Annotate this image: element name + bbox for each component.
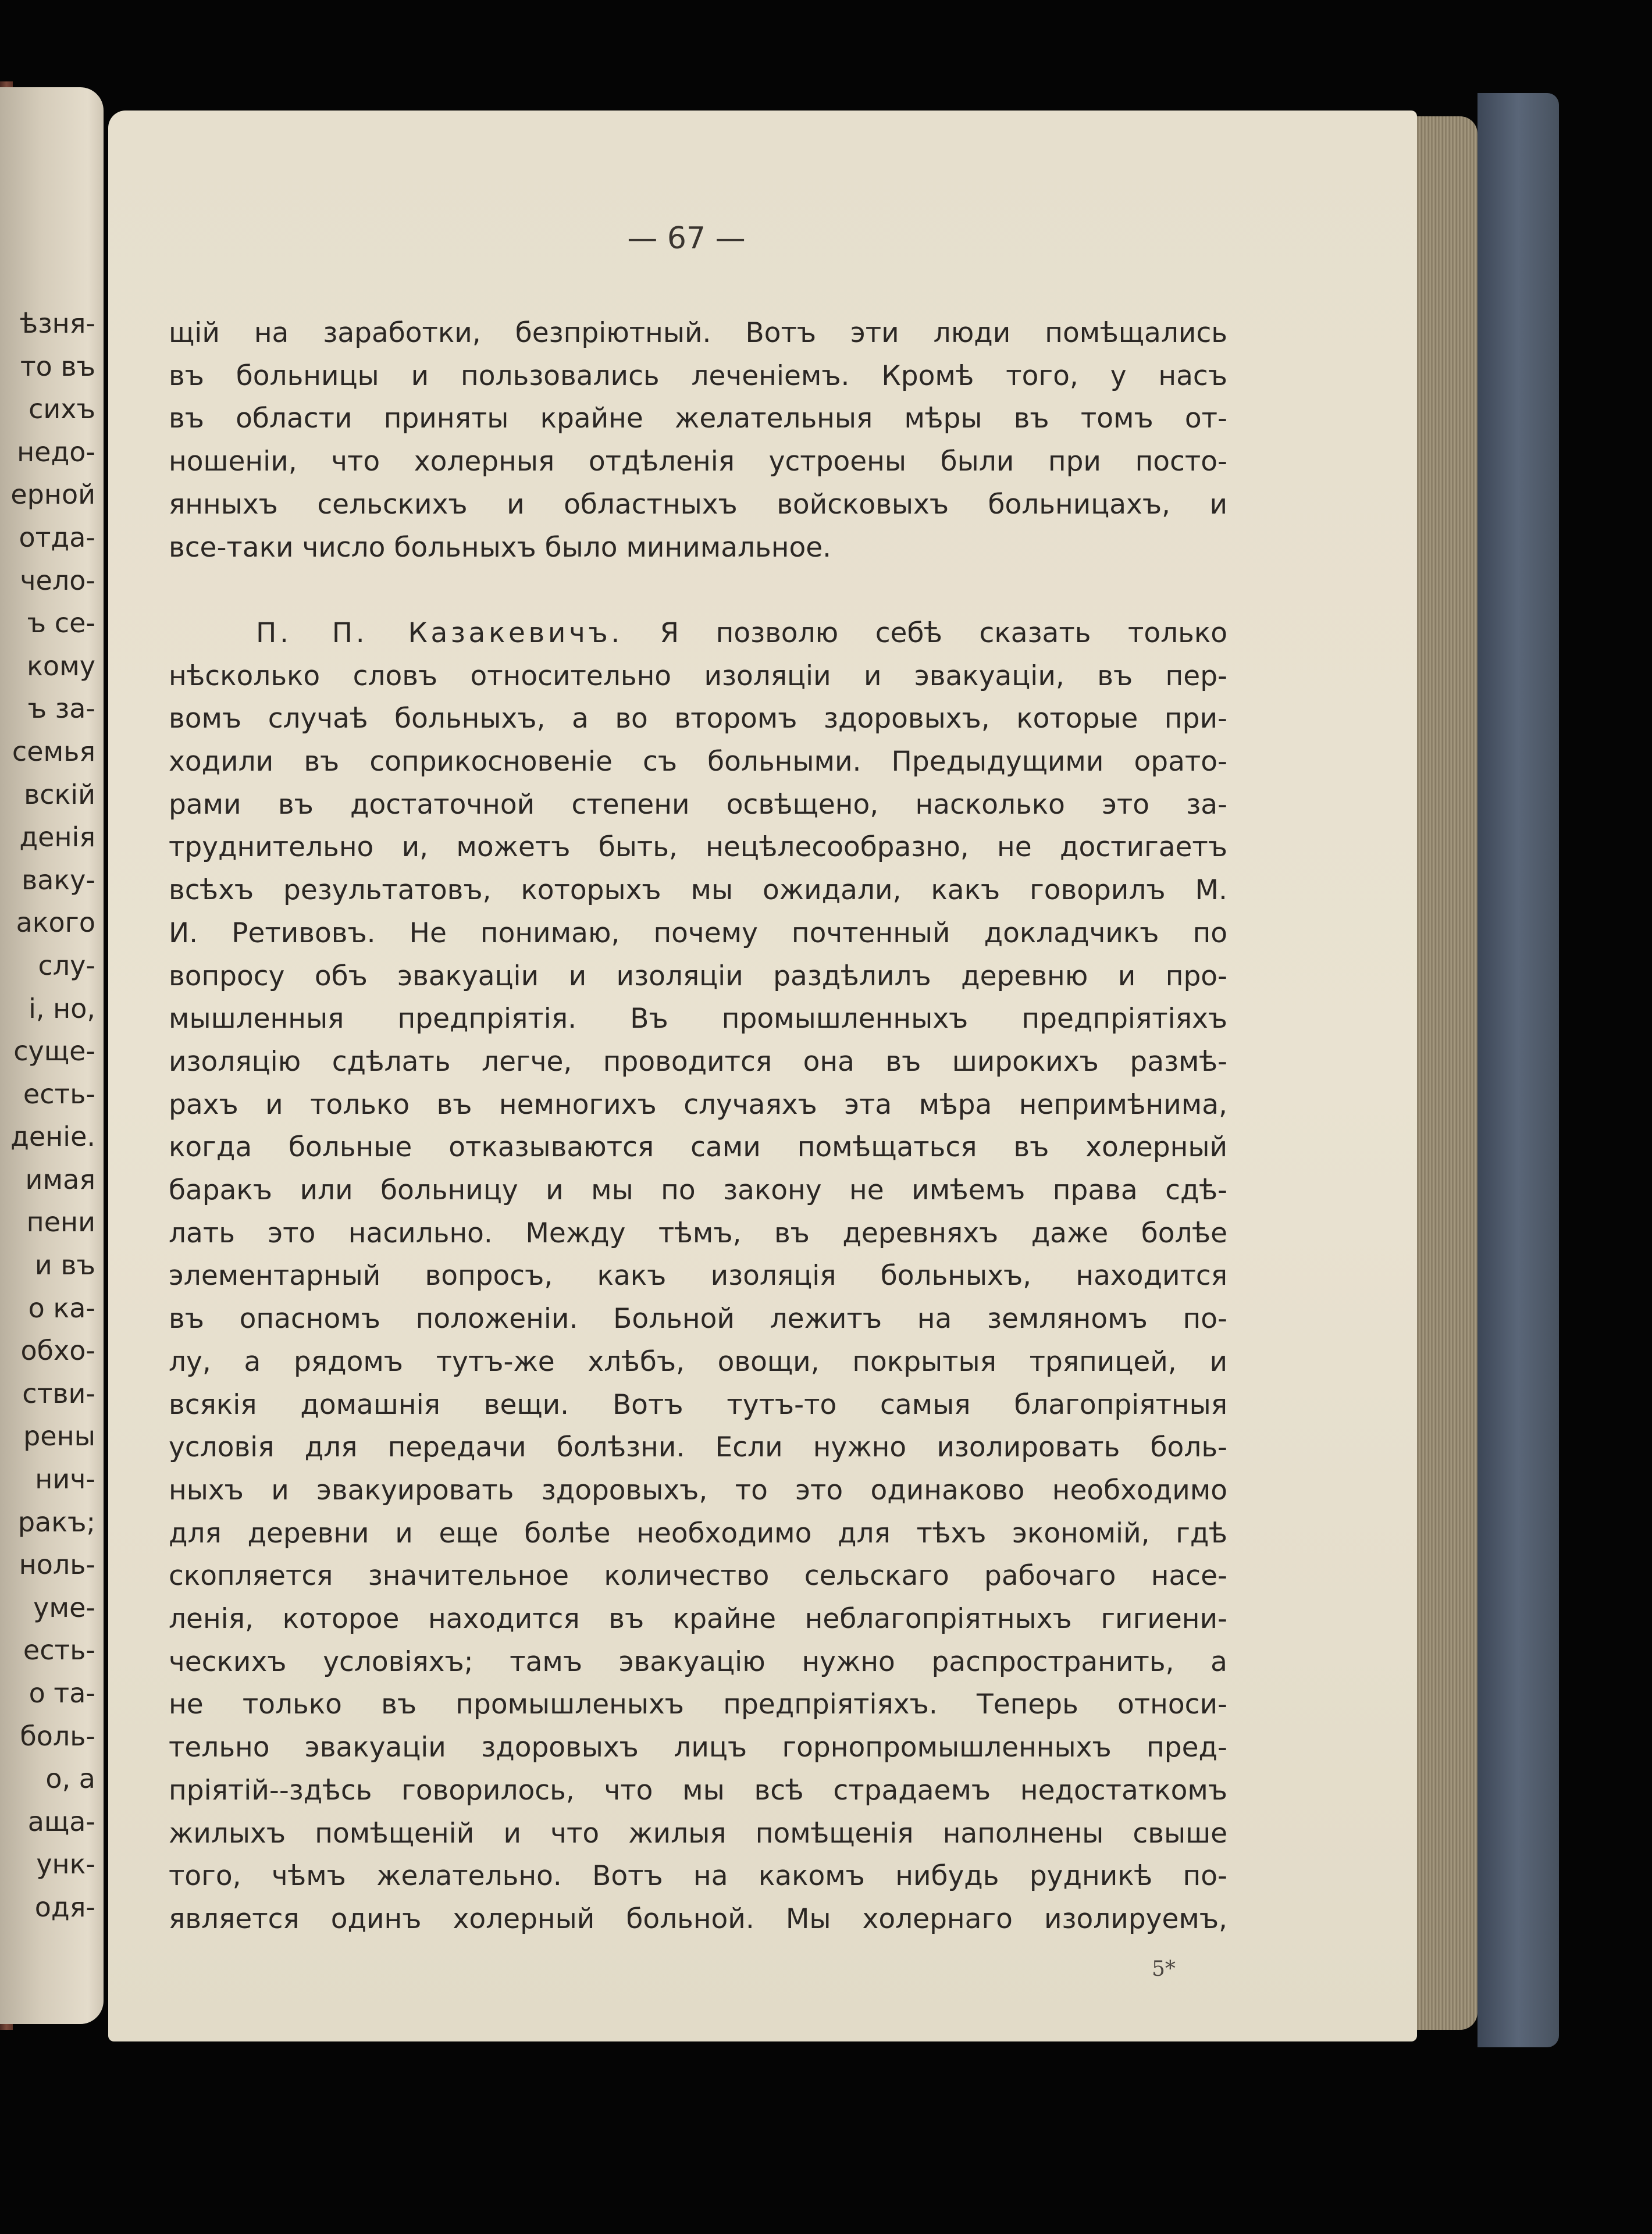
signature-mark: 5*	[1152, 1957, 1176, 1981]
text-line: пріятій--здѣсь говорилось, что мы всѣ страдаемъ недостаткомъ	[169, 1774, 1227, 1807]
left-page-line: ноль-	[19, 1549, 95, 1581]
text-line: нѣсколько словъ относительно изоляціи и эвакуаціи, въ пер-	[169, 660, 1227, 692]
text-line: ческихъ условіяхъ; тамъ эвакуацію нужно распространить, а	[169, 1645, 1227, 1678]
text-line: въ опасномъ положеніи. Больной лежитъ на земляномъ по-	[169, 1303, 1227, 1335]
left-page-line: чело-	[20, 564, 95, 596]
text-line: щій на заработки, безпріютный. Вотъ эти люди помѣщались	[169, 317, 1227, 349]
book-cover-edge	[1477, 93, 1559, 2047]
text-line: жилыхъ помѣщеній и что жилыя помѣщенія наполнены свыше	[169, 1817, 1227, 1850]
text-line: того, чѣмъ желательно. Вотъ на какомъ нибудь рудникѣ по-	[169, 1860, 1227, 1893]
left-page-line: семья	[12, 735, 95, 767]
text-line: все-таки число больныхъ было минимальное.	[169, 531, 832, 564]
left-page-line: пени	[26, 1206, 95, 1238]
text-line: рами въ достаточной степени освѣщено, насколько это за-	[169, 788, 1227, 821]
left-page-line: кому	[27, 650, 95, 682]
text-line-speaker	[169, 612, 1227, 655]
page-number: — 67 —	[627, 221, 746, 256]
text-line: ленія, которое находится въ крайне неблагопріятныхъ гигиени-	[169, 1603, 1227, 1636]
left-page-line: боль-	[20, 1720, 95, 1752]
text-line: лать это насильно. Между тѣмъ, въ деревняхъ даже болѣе	[169, 1217, 1227, 1249]
text-line: труднительно и, можетъ быть, нецѣлесообразно, не достигаетъ	[169, 831, 1227, 864]
text-line: лу, а рядомъ тутъ-же хлѣбъ, овощи, покрытыя тряпицей, и	[169, 1345, 1227, 1378]
left-page-line: ъ се-	[27, 607, 95, 639]
text-line: въ больницы и пользовались леченіемъ. Кромѣ того, у насъ	[169, 359, 1227, 392]
left-page-line: о ка-	[28, 1292, 95, 1324]
left-page-line: денія	[19, 821, 95, 853]
text-line: И. Ретивовъ. Не понимаю, почему почтенный докладчикъ по	[169, 917, 1227, 949]
left-page-line: ѣзня-	[20, 308, 95, 339]
left-page-line: сихъ	[29, 393, 95, 425]
left-page-line: ракъ;	[17, 1506, 95, 1538]
left-page-line: стви-	[22, 1377, 95, 1409]
left-page-line: уме-	[33, 1591, 95, 1623]
speaker-name: П. П. Казакевичъ.	[256, 617, 623, 649]
left-page-line: аща-	[27, 1805, 95, 1837]
left-page-line: одя-	[34, 1891, 95, 1923]
left-page-line: нич-	[35, 1463, 95, 1495]
text-line: когда больные отказываются сами помѣщаться въ холерный	[169, 1131, 1227, 1164]
left-page-line: рены	[23, 1420, 95, 1452]
text-line: всѣхъ результатовъ, которыхъ мы ожидали, какъ говорилъ М.	[169, 874, 1227, 907]
text-line: ныхъ и эвакуировать здоровыхъ, то это одинаково необходимо	[169, 1474, 1227, 1506]
page-block-edge	[1408, 116, 1477, 2030]
text-line: рахъ и только въ немногихъ случаяхъ эта мѣра непримѣнима,	[169, 1088, 1227, 1121]
left-page-line: есть-	[23, 1634, 95, 1666]
left-page-text	[6, 302, 104, 1929]
text-line: въ области приняты крайне желательныя мѣры въ томъ от-	[169, 402, 1227, 435]
left-page-line: и въ	[34, 1249, 95, 1281]
text-line: мышленныя предпріятія. Въ промышленныхъ предпріятіяхъ	[169, 1003, 1227, 1035]
text-line: является одинъ холерный больной. Мы холернаго изолируемъ,	[169, 1903, 1227, 1935]
left-page-line: то въ	[20, 350, 95, 382]
paragraph-gap	[169, 569, 1227, 612]
left-page-line: о та-	[29, 1677, 95, 1709]
text-line: всякія домашнія вещи. Вотъ тутъ-то самыя благопріятныя	[169, 1388, 1227, 1421]
left-page-line: ерной	[10, 479, 95, 511]
text-line: баракъ или больницу и мы по закону не имѣемъ права сдѣ-	[169, 1174, 1227, 1207]
text-line: для деревни и еще болѣе необходимо для тѣхъ экономій, гдѣ	[169, 1517, 1227, 1549]
text-line: не только въ промышленыхъ предпріятіяхъ. Теперь относи-	[169, 1688, 1227, 1721]
left-page	[0, 87, 104, 2024]
left-page-line: ъ за-	[27, 693, 95, 725]
speaker-line-text: Я позволю себѣ сказать только	[660, 617, 1227, 649]
left-page-line: недо-	[17, 436, 95, 468]
left-page-line: деніе.	[10, 1121, 95, 1153]
left-page-line: имая	[25, 1163, 95, 1195]
text-line: вопросу объ эвакуаціи и изоляціи раздѣлилъ деревню и про-	[169, 960, 1227, 992]
text-line: скопляется значительное количество сельскаго рабочаго насе-	[169, 1560, 1227, 1592]
text-line: янныхъ сельскихъ и областныхъ войсковыхъ больницахъ, и	[169, 488, 1227, 521]
left-page-line: і, но,	[29, 992, 95, 1024]
left-page-line: унк-	[36, 1848, 95, 1880]
page-body-text	[169, 312, 1227, 1941]
left-page-line: слу-	[38, 949, 95, 981]
text-line: ношеніи, что холерныя отдѣленія устроены были при посто-	[169, 446, 1227, 478]
left-page-line: отда-	[19, 521, 95, 553]
text-line: вомъ случаѣ больныхъ, а во второмъ здоровыхъ, которые при-	[169, 703, 1227, 735]
left-page-line: ваку-	[22, 864, 95, 896]
left-page-line: вскій	[24, 778, 95, 810]
text-line: элементарный вопросъ, какъ изоляція больныхъ, находится	[169, 1260, 1227, 1292]
left-page-line: обхо-	[20, 1335, 95, 1367]
text-line: условія для передачи болѣзни. Если нужно изолировать боль-	[169, 1431, 1227, 1464]
left-page-line: о, а	[45, 1763, 95, 1795]
text-line: изоляцію сдѣлать легче, проводится она въ широкихъ размѣ-	[169, 1045, 1227, 1078]
left-page-line: есть-	[23, 1078, 95, 1110]
text-line: ходили въ соприкосновеніе съ больными. Предыдущими орато-	[169, 746, 1227, 778]
left-page-line: суще-	[13, 1035, 95, 1067]
text-line: тельно эвакуаціи здоровыхъ лицъ горнопромышленныхъ пред-	[169, 1731, 1227, 1764]
left-page-line: акого	[16, 907, 95, 939]
